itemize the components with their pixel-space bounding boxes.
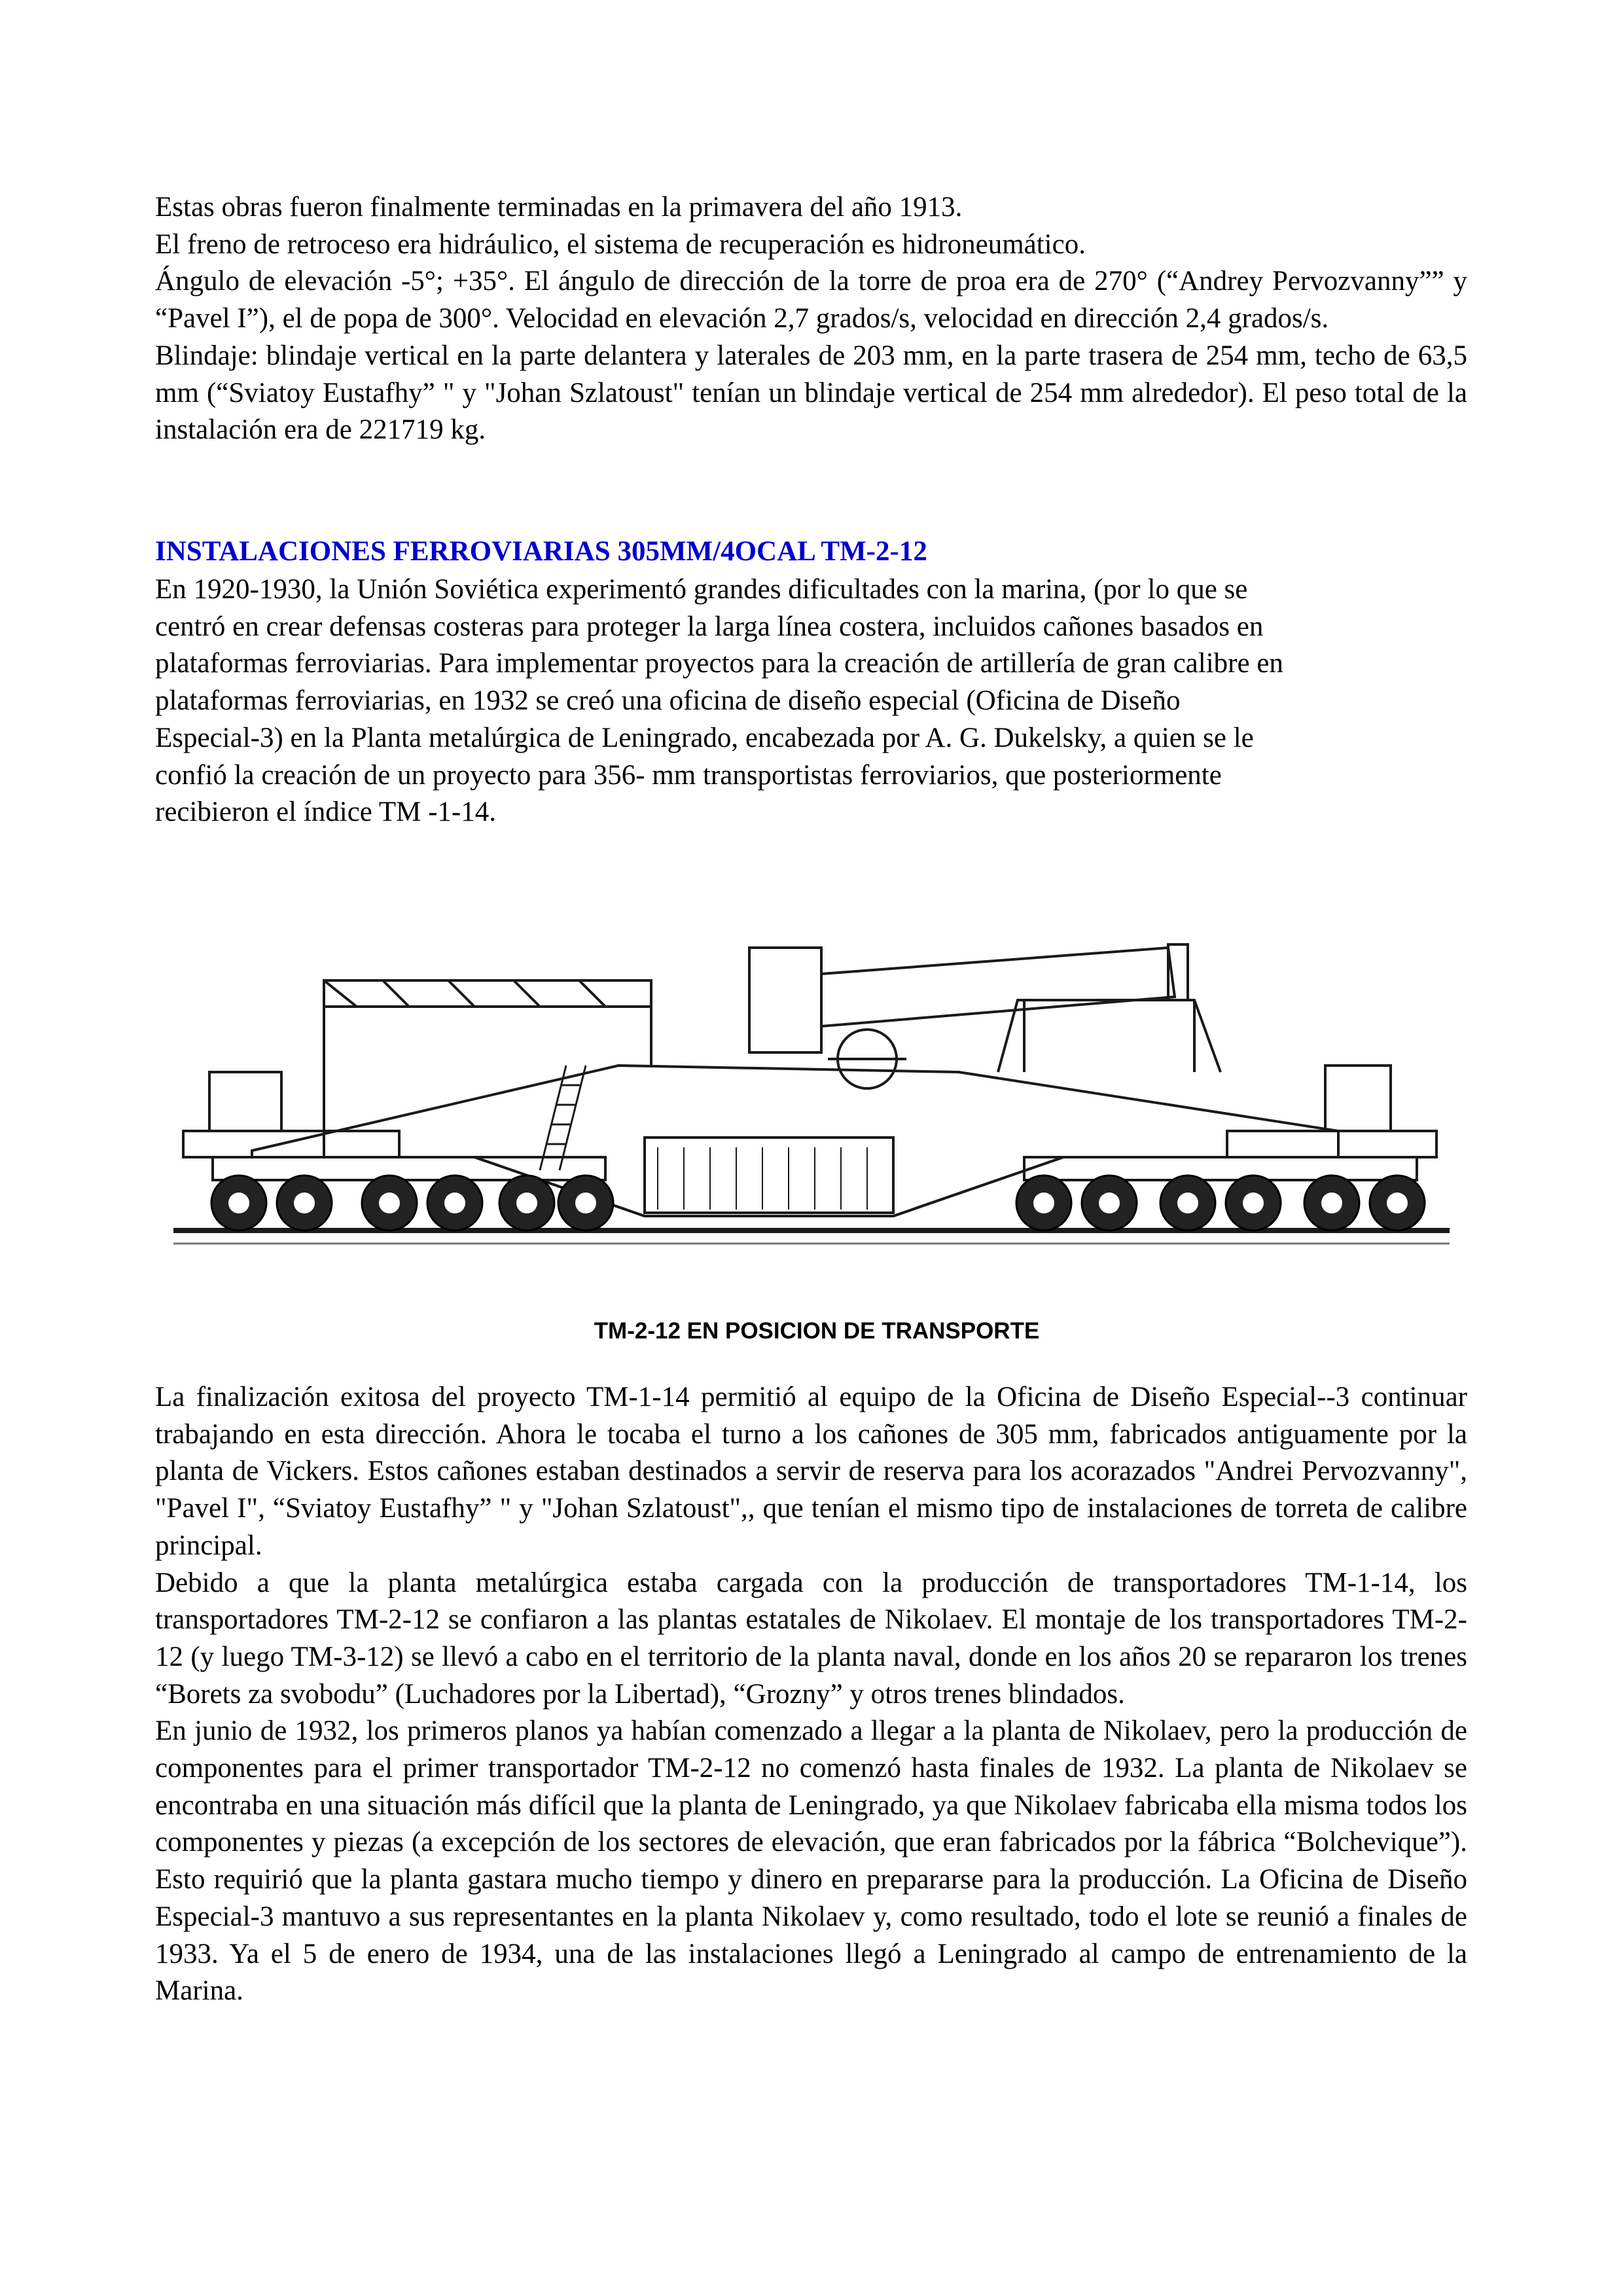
paragraph: El freno de retroceso era hidráulico, el sistema de recuperación es hidroneumático.: [155, 228, 1086, 260]
railway-gun-figure: [173, 935, 1450, 1268]
text-line: confió la creación de un proyecto para 356- mm transportistas ferroviarios, que posteriormente: [155, 759, 1222, 791]
text-line: Especial-3) en la Planta metalúrgica de Leningrado, encabezada por A. G. Dukelsky, a quien se le: [155, 722, 1254, 753]
figure-caption: TM-2-12 EN POSICION DE TRANSPORTE: [594, 1318, 1040, 1344]
paragraph: Blindaje: blindaje vertical en la parte delantera y laterales de 203 mm, en la parte trasera de 254 mm, techo de 63,5 mm (“Sviatoy Eustafhy” " y "Johan Szlatoust" tenían un blindaje vertical de 254 mm alrededor). El peso total de la instalación era de 221719 kg.: [155, 340, 1467, 446]
text-line: centró en crear defensas costeras para proteger la larga línea costera, incluidos cañones basados en: [155, 611, 1264, 642]
paragraph: En junio de 1932, los primeros planos ya habían comenzado a llegar a la planta de Nikolaev, pero la producción de componentes para el primer transportador TM-2-12 no comenzó hasta finales de 1932. La planta de Nikolaev se encontraba en una situación más difícil que la planta de Leningrado, ya que Nikolaev fabricaba ella misma todos los componentes y piezas (a excepción de los sectores de elevación, que eran fabricados por la fábrica “Bolchevique”). Esto requirió que la planta gastara mucho tiempo y dinero en prepararse para la producción. La Oficina de Diseño Especial-3 mantuvo a sus representantes en la planta Nikolaev y, como resultado, todo el lote se reunió a finales de 1933. Ya el 5 de enero de 1934, una de las instalaciones llegó a Leningrado al campo de entrenamiento de la Marina.: [155, 1715, 1467, 2007]
paragraph: La finalización exitosa del proyecto TM-1-14 permitió al equipo de la Oficina de Diseño Especial--3 continuar trabajando en esta dirección. Ahora le tocaba el turno a los cañones de 305 mm, fabricados antiguamente por la planta de Vickers. Estos cañones estaban destinados a servir de reserva para los acorazados "Andrei Pervozvanny", "Pavel I", “Sviatoy Eustafhy” " y "Johan Szlatoust",, que tenían el mismo tipo de instalaciones de torreta de calibre principal.: [155, 1382, 1467, 1561]
text-line: plataformas ferroviarias. Para implementar proyectos para la creación de artillería de gran calibre en: [155, 648, 1283, 679]
railway-gun-drawing-icon: [173, 935, 1450, 1268]
paragraph: Estas obras fueron finalmente terminadas en la primavera del año 1913.: [155, 192, 963, 223]
text-line: plataformas ferroviarias, en 1932 se creó una oficina de diseño especial (Oficina de Diseño: [155, 685, 1181, 717]
paragraph: Ángulo de elevación -5°; +35°. El ángulo de dirección de la torre de proa era de 270° (“Andrey Pervozvanny”” y “Pavel I”), el de popa de 300°. Velocidad en elevación 2,7 grados/s, velocidad en dirección 2,4 grados/s.: [155, 266, 1467, 334]
section-heading: INSTALACIONES FERROVIARIAS 305MM/4OCAL TM-2-12: [155, 536, 927, 567]
section-text: [155, 571, 1467, 831]
text-line: En 1920-1930, la Unión Soviética experimentó grandes dificultades con la marina, (por lo que se: [155, 574, 1248, 605]
intro-text: [155, 189, 1467, 449]
paragraph: Debido a que la planta metalúrgica estaba cargada con la producción de transportadores TM-1-14, los transportadores TM-2-12 se confiaron a las plantas estatales de Nikolaev. El montaje de los transportadores TM-2-12 (y luego TM-3-12) se llevó a cabo en el territorio de la planta naval, donde en los años 20 se repararon los trenes “Borets za svobodu” (Luchadores por la Libertad), “Grozny” y otros trenes blindados.: [155, 1567, 1467, 1710]
text-line: recibieron el índice TM -1-14.: [155, 797, 496, 828]
main-text: [155, 1379, 1467, 2010]
